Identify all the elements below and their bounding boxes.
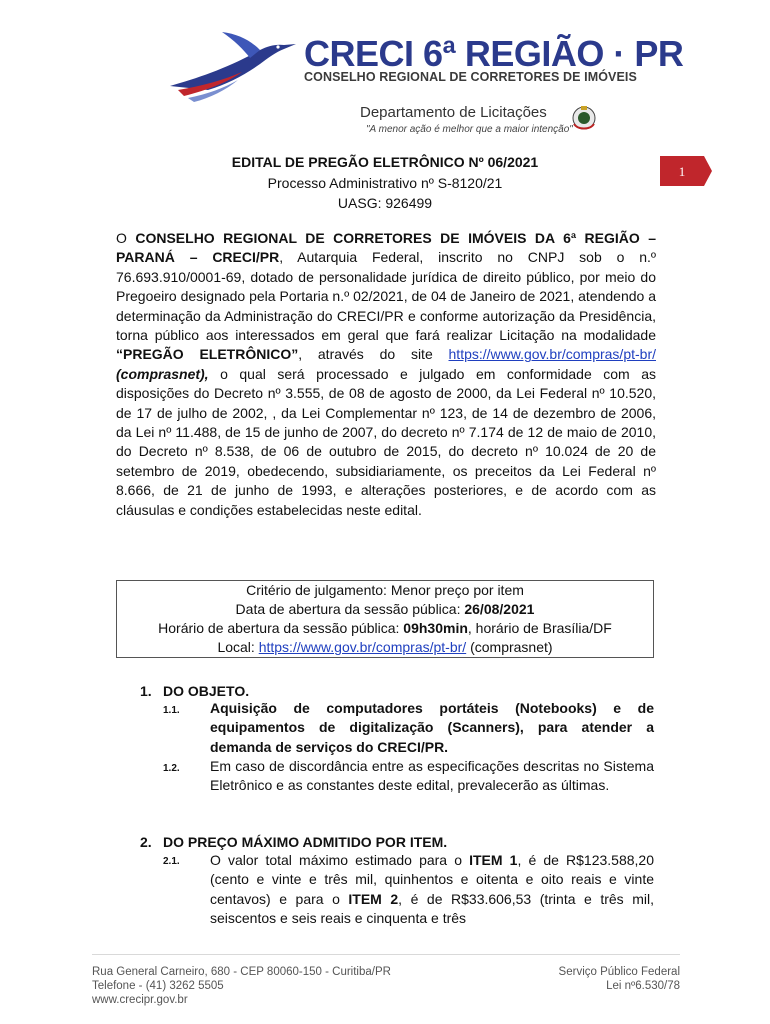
subsection-text: Em caso de discordância entre as especificações descritas no Sistema Eletrônico e as constantes deste edital, prevalecerão as últimas. bbox=[210, 758, 654, 794]
footer-divider bbox=[92, 954, 680, 955]
coat-of-arms-icon bbox=[570, 104, 598, 134]
modality-name: “PREGÃO ELETRÔNICO” bbox=[116, 346, 299, 363]
comprasnet-label: (comprasnet), bbox=[116, 365, 209, 382]
subsection-text: O valor total máximo estimado para o ITEM 1, é de R$123.588,20 (cento e vinte e três mil, quinhentos e oitenta e oito reais e vinte centavos) e para o ITEM 2, é de R$33.606,53 (trinta e três mil, seiscentos e seis reais e cinquenta e três bbox=[210, 852, 654, 927]
footer-law: Lei nº6.530/78 bbox=[606, 980, 680, 992]
subsection-number: 2.1. bbox=[163, 856, 180, 867]
section-number: 1. bbox=[140, 683, 152, 699]
footer-phone: Telefone - (41) 3262 5505 bbox=[92, 980, 224, 992]
session-date: Data de abertura da sessão pública: 26/08/2021 bbox=[235, 601, 535, 617]
session-info-box bbox=[116, 580, 654, 658]
location-link[interactable]: https://www.gov.br/compras/pt-br/ bbox=[258, 639, 467, 655]
org-subtitle: CONSELHO REGIONAL DE CORRETORES DE IMÓVEIS bbox=[304, 70, 637, 84]
page-number: 1 bbox=[678, 164, 686, 179]
subsection-number: 1.2. bbox=[163, 763, 180, 774]
subsection-number: 1.1. bbox=[163, 705, 180, 716]
process-number: Processo Administrativo nº S-8120/21 bbox=[267, 175, 503, 191]
hummingbird-logo-icon bbox=[168, 28, 298, 106]
judgment-criterion: Critério de julgamento: Menor preço por item bbox=[246, 582, 524, 598]
comprasnet-link[interactable]: https://www.gov.br/compras/pt-br/ bbox=[448, 346, 656, 363]
department-motto: "A menor ação é melhor que a maior intenção" bbox=[366, 124, 573, 135]
intro-paragraph: O CONSELHO REGIONAL DE CORRETORES DE IMÓVEIS DA 6ª REGIÃO – PARANÁ – CRECI/PR, Autarquia Federal, inscrito no CNPJ sob o n.º 76.693.910/0001-69, dotado de personalidade jurídica de direito público, por meio do Pregoeiro designado pela Portaria n.º 02/2021, de 04 de Janeiro de 2021, atendendo a determinação da Administração do CRECI/PR e conforme autorização da Presidência, torna público aos interessados em geral que fará realizar Licitação na modalidade “PREGÃO ELETRÔNICO”, através do site https://www.gov.br/compras/pt-br/ (comprasnet), o qual será processado e julgado em conformidade com as disposições do Decreto nº 3.555, de 08 de agosto de 2000, da Lei Federal nº 10.520, de 17 de julho de 2002, , da Lei Complementar nº 123, de 14 de dezembro de 2006, da Lei nº 11.488, de 15 de junho de 2007, do decreto nº 7.174 de 12 de maio de 2010, do Decreto nº 8.538, de 06 de outubro de 2015, do decreto nº 10.024 de 20 de setembro de 2019, obedecendo, subsidiariamente, os preceitos da Lei Federal nº 8.666, de 21 de junho de 1993, e alterações posteriores, e de acordo com as cláusulas e condições estabelecidas neste edital. bbox=[116, 230, 656, 518]
footer-website: www.crecipr.gov.br bbox=[92, 994, 188, 1006]
subsection-text: Aquisição de computadores portáteis (Notebooks) e de equipamentos de digitalização (Scanners), para atender a demanda de serviços do CRECI/PR. bbox=[210, 700, 654, 755]
uasg-code: UASG: 926499 bbox=[337, 195, 433, 211]
footer-service: Serviço Público Federal bbox=[558, 966, 680, 978]
department-name: Departamento de Licitações bbox=[360, 104, 547, 121]
org-title: CRECI 6ª REGIÃO · PR bbox=[304, 33, 684, 74]
section-number: 2. bbox=[140, 834, 152, 850]
section-title: DO PREÇO MÁXIMO ADMITIDO POR ITEM. bbox=[163, 834, 448, 850]
session-time: Horário de abertura da sessão pública: 09h30min, horário de Brasília/DF bbox=[158, 620, 612, 636]
organization-name: CONSELHO REGIONAL DE CORRETORES DE IMÓVEIS DA 6ª REGIÃO – PARANÁ – CRECI/PR bbox=[116, 230, 656, 266]
section-title: DO OBJETO. bbox=[163, 683, 250, 699]
session-location: Local: https://www.gov.br/compras/pt-br/ (comprasnet) bbox=[217, 639, 553, 655]
footer-address: Rua General Carneiro, 680 - CEP 80060-150 - Curitiba/PR bbox=[92, 966, 391, 978]
edital-title: EDITAL DE PREGÃO ELETRÔNICO Nº 06/2021 bbox=[231, 154, 539, 170]
